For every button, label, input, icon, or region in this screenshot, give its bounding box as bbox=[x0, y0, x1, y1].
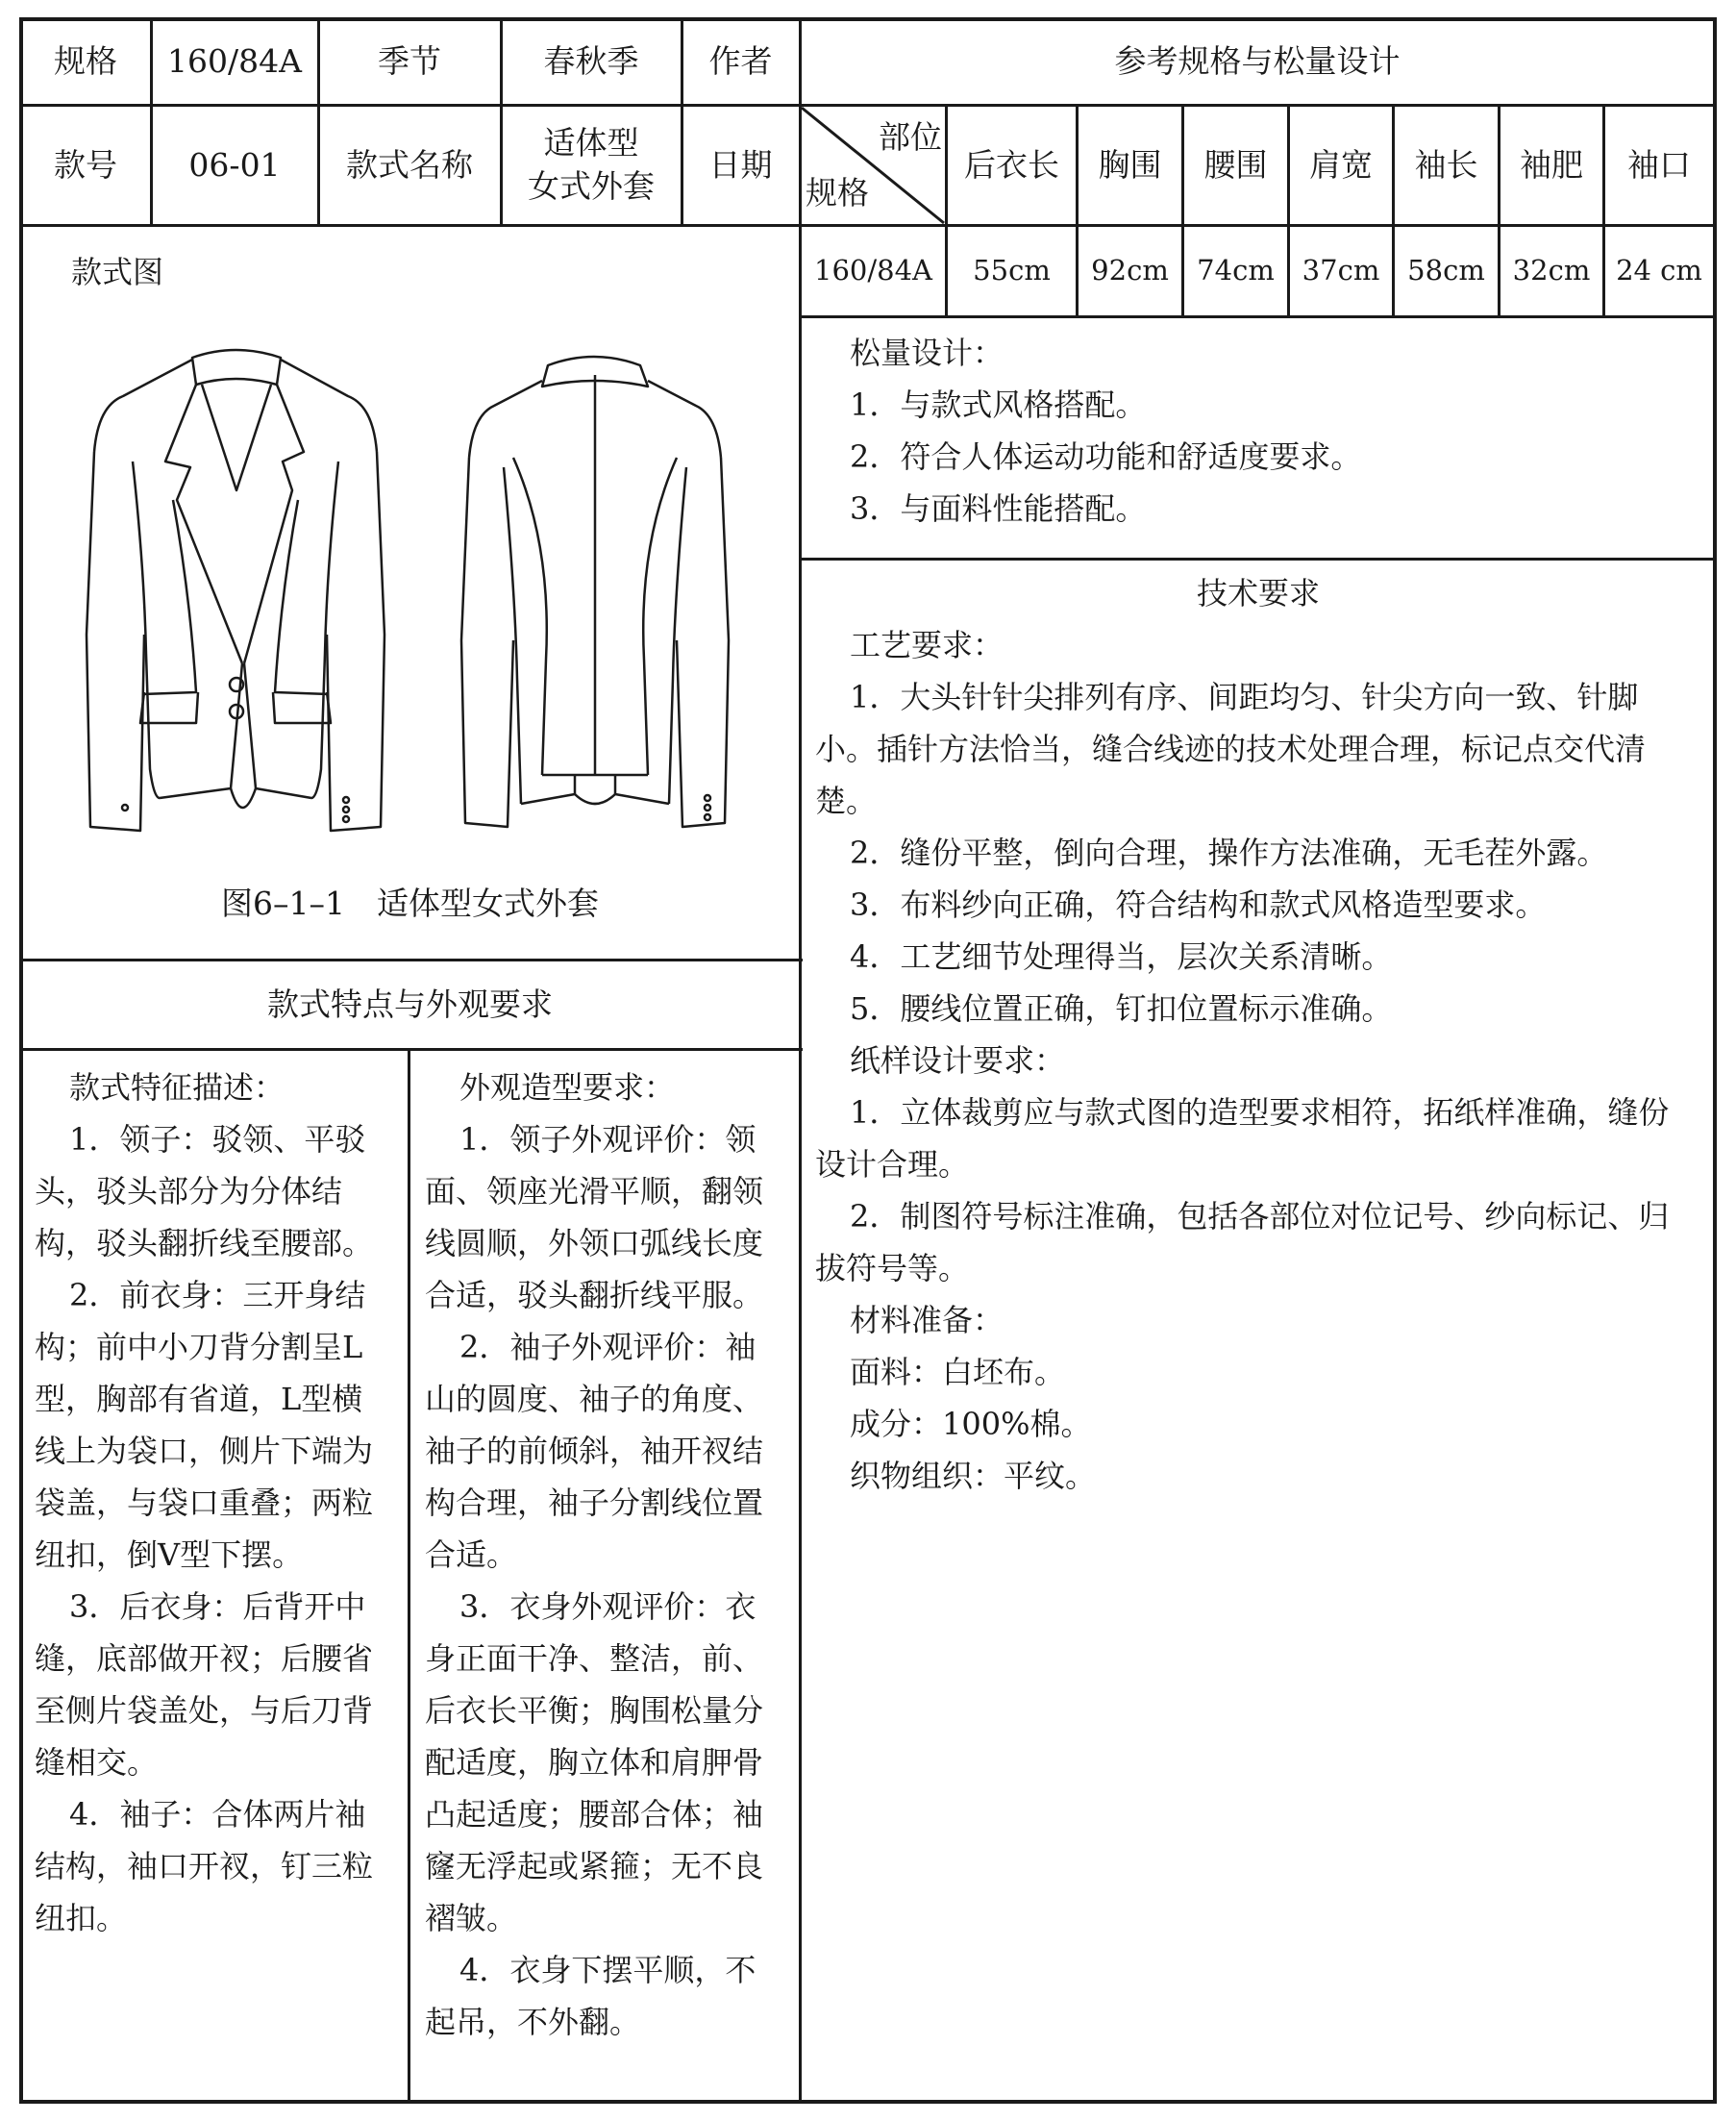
measure-header-2: 腰围 bbox=[1203, 145, 1268, 184]
style-no-label: 款号 bbox=[54, 145, 117, 184]
appearance-line: 面、领座光滑平顺，翻领 bbox=[425, 1173, 764, 1210]
ease-section bbox=[850, 327, 1696, 535]
ease-item: 2．符合人体运动功能和舒适度要求。 bbox=[850, 438, 1362, 475]
style-no-value: 06-01 bbox=[188, 145, 281, 184]
measure-header-4: 袖长 bbox=[1414, 145, 1478, 184]
measure-header-5: 袖肥 bbox=[1520, 145, 1583, 184]
feature-line: 至侧片袋盖处，与后刀背 bbox=[35, 1692, 374, 1729]
measure-header-1: 胸围 bbox=[1098, 145, 1162, 184]
feature-line: 缝，底部做开衩；后腰省 bbox=[35, 1640, 374, 1677]
feature-line: 袋盖，与袋口重叠；两粒 bbox=[35, 1485, 374, 1521]
style-name-value bbox=[502, 107, 681, 224]
date-label: 日期 bbox=[708, 145, 773, 184]
row-line-4 bbox=[800, 558, 1717, 561]
appearance-line: 后衣长平衡；胸围松量分 bbox=[425, 1692, 764, 1729]
col-split-main bbox=[799, 17, 802, 2104]
material-line: 成分：100%棉。 bbox=[850, 1406, 1092, 1442]
pattern-line: 1．立体裁剪应与款式图的造型要求相符，拓纸样准确，缝份 bbox=[850, 1094, 1670, 1131]
feature-line: 3．后衣身：后背开中 bbox=[69, 1588, 366, 1625]
season-value: 春秋季 bbox=[543, 41, 639, 80]
measure-header-6: 袖口 bbox=[1627, 145, 1691, 184]
craft-line: 5．腰线位置正确，钉扣位置标示准确。 bbox=[850, 990, 1393, 1027]
tech-title: 技术要求 bbox=[1196, 575, 1320, 611]
feature-line: 缝相交。 bbox=[35, 1744, 159, 1781]
appearance-line: 2．袖子外观评价：袖 bbox=[459, 1329, 756, 1365]
feature-line: 线上为袋口，侧片下端为 bbox=[35, 1433, 374, 1469]
measure-value-1: 92cm bbox=[1091, 254, 1169, 287]
ease-item: 1．与款式风格搭配。 bbox=[850, 387, 1147, 423]
measure-value-2: 74cm bbox=[1197, 254, 1275, 287]
pattern-line: 拔符号等。 bbox=[815, 1250, 970, 1286]
author-label: 作者 bbox=[708, 41, 773, 80]
features-right-title: 外观造型要求： bbox=[459, 1069, 676, 1106]
pattern-line: 设计合理。 bbox=[815, 1146, 970, 1183]
row-line-6 bbox=[19, 1048, 803, 1051]
appearance-line: 配适度，胸立体和肩胛骨 bbox=[425, 1744, 764, 1781]
feature-line: 结构，袖口开衩，钉三粒 bbox=[35, 1848, 374, 1884]
jacket-back-sketch bbox=[459, 352, 748, 842]
appearance-line: 合适，驳头翻折线平服。 bbox=[425, 1277, 764, 1313]
appearance-line: 1．领子外观评价：领 bbox=[459, 1121, 756, 1158]
appearance-line: 山的圆度、袖子的角度、 bbox=[425, 1381, 764, 1417]
feature-line: 构；前中小刀背分割呈L bbox=[35, 1329, 363, 1365]
frame-bottom bbox=[19, 2100, 1717, 2104]
appearance-line: 身正面干净、整洁，前、 bbox=[425, 1640, 764, 1677]
sketch-caption: 图6–1–1 适体型女式外套 bbox=[221, 884, 599, 922]
spec-label: 规格 bbox=[54, 41, 117, 80]
measure-value-5: 32cm bbox=[1512, 254, 1591, 287]
material-title: 材料准备： bbox=[850, 1302, 1004, 1338]
pattern-title: 纸样设计要求： bbox=[850, 1042, 1066, 1079]
jacket-front-sketch bbox=[77, 346, 394, 846]
appearance-line: 窿无浮起或紧箍；无不良 bbox=[425, 1848, 764, 1884]
pattern-line: 2．制图符号标注准确，包括各部位对位记号、纱向标记、归 bbox=[850, 1198, 1670, 1235]
craft-line: 1．大头针针尖排列有序、间距均匀、针尖方向一致、针脚 bbox=[850, 679, 1639, 715]
appearance-line: 凸起适度；腰部合体；袖 bbox=[425, 1796, 764, 1833]
appearance-line: 线圆顺，外领口弧线长度 bbox=[425, 1225, 764, 1261]
style-name-label: 款式名称 bbox=[346, 145, 473, 184]
features-split bbox=[408, 1048, 410, 2104]
features-left bbox=[35, 1061, 400, 1944]
appearance-line: 构合理，袖子分割线位置 bbox=[425, 1485, 764, 1521]
measure-header-0: 后衣长 bbox=[964, 145, 1059, 184]
sketch-label: 款式图 bbox=[71, 254, 164, 290]
style-name-line2: 女式外套 bbox=[528, 167, 655, 205]
row-line-3 bbox=[800, 315, 1717, 318]
measure-value-0: 55cm bbox=[973, 254, 1051, 287]
corner-top-label: 部位 bbox=[879, 117, 942, 156]
craft-line: 3．布料纱向正确，符合结构和款式风格造型要求。 bbox=[850, 886, 1547, 923]
feature-line: 1．领子：驳领、平驳 bbox=[69, 1121, 366, 1158]
feature-line: 纽扣，倒V型下摆。 bbox=[35, 1536, 304, 1573]
appearance-line: 袖子的前倾斜，袖开衩结 bbox=[425, 1433, 764, 1469]
appearance-line: 合适。 bbox=[425, 1536, 518, 1573]
craft-line: 2．缝份平整，倒向合理，操作方法准确，无毛茬外露。 bbox=[850, 835, 1608, 871]
feature-line: 构，驳头翻折线至腰部。 bbox=[35, 1225, 374, 1261]
ease-item: 3．与面料性能搭配。 bbox=[850, 490, 1147, 527]
ease-title: 松量设计： bbox=[850, 335, 1004, 371]
features-left-title: 款式特征描述： bbox=[69, 1069, 285, 1106]
frame-right bbox=[1713, 17, 1717, 2104]
style-name-line1: 适体型 bbox=[543, 124, 639, 162]
measure-row-label: 160/84A bbox=[814, 254, 932, 287]
feature-line: 2．前衣身：三开身结 bbox=[69, 1277, 366, 1313]
craft-line: 4．工艺细节处理得当，层次关系清晰。 bbox=[850, 938, 1393, 975]
feature-line: 纽扣。 bbox=[35, 1900, 128, 1936]
feature-line: 头，驳头部分为分体结 bbox=[35, 1173, 343, 1210]
material-line: 织物组织：平纹。 bbox=[850, 1458, 1097, 1494]
spec-value: 160/84A bbox=[167, 41, 302, 80]
feature-line: 型，胸部有省道，L型横 bbox=[35, 1381, 363, 1417]
appearance-line: 褶皱。 bbox=[425, 1900, 518, 1936]
measure-value-4: 58cm bbox=[1407, 254, 1485, 287]
features-section-title: 款式特点与外观要求 bbox=[267, 985, 553, 1023]
measure-value-6: 24 cm bbox=[1616, 254, 1702, 287]
appearance-line: 起吊，不外翻。 bbox=[425, 2004, 641, 2040]
frame-left bbox=[19, 17, 23, 2104]
appearance-line: 3．衣身外观评价：衣 bbox=[459, 1588, 756, 1625]
craft-title: 工艺要求： bbox=[850, 627, 1004, 663]
appearance-line: 4．衣身下摆平顺，不 bbox=[459, 1952, 756, 1988]
feature-line: 4．袖子：合体两片袖 bbox=[69, 1796, 366, 1833]
tech-section bbox=[815, 567, 1701, 1502]
features-right bbox=[425, 1061, 790, 2048]
craft-line: 小。插针方法恰当，缝合线迹的技术处理合理，标记点交代清 bbox=[815, 731, 1647, 767]
corner-bottom-label: 规格 bbox=[806, 173, 869, 212]
material-line: 面料：白坯布。 bbox=[850, 1354, 1066, 1390]
measure-header-3: 肩宽 bbox=[1309, 145, 1373, 184]
ref-title: 参考规格与松量设计 bbox=[1114, 41, 1401, 80]
season-label: 季节 bbox=[378, 41, 441, 80]
craft-line: 楚。 bbox=[815, 783, 878, 819]
measure-value-3: 37cm bbox=[1302, 254, 1380, 287]
